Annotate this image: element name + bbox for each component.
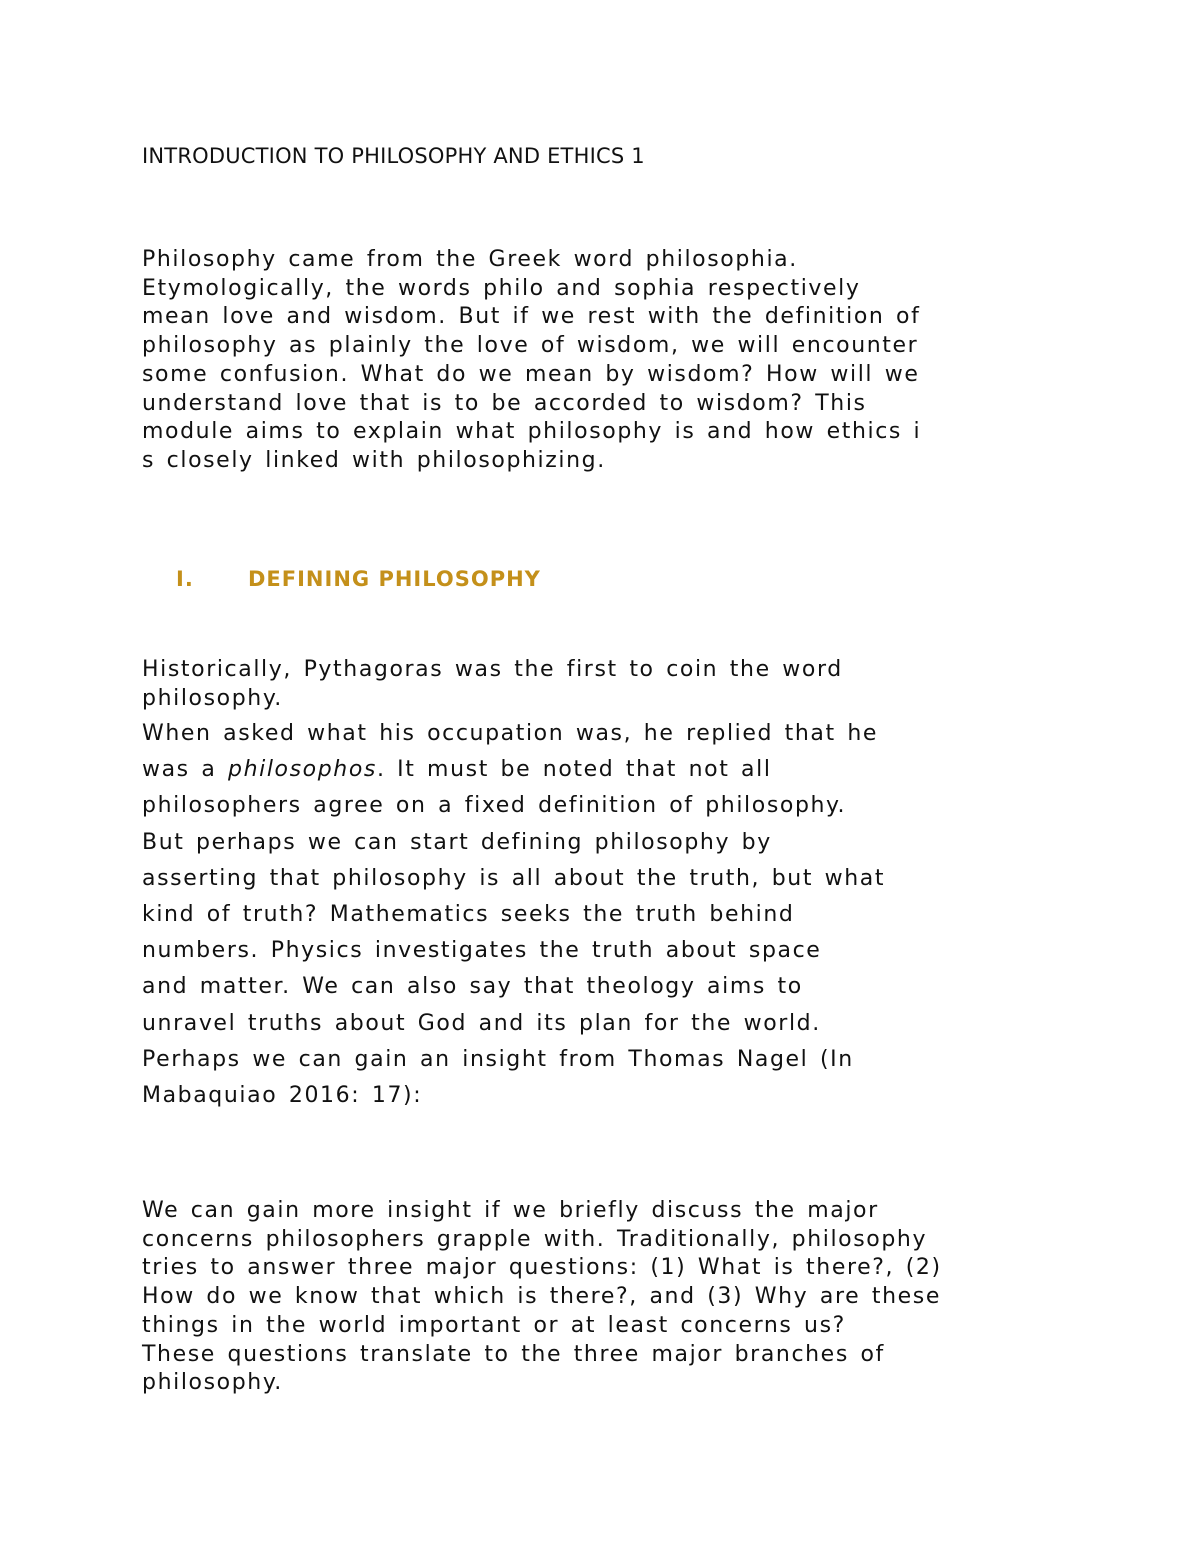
intro-paragraph xyxy=(142,246,921,476)
section-number: I. xyxy=(176,567,194,591)
history-line: numbers. Physics investigates the truth about space xyxy=(142,938,822,964)
history-line: philosophers agree on a fixed definition of philosophy. xyxy=(142,793,847,819)
history-line: asserting that philosophy is all about the truth, but what xyxy=(142,865,886,891)
history-line: and matter. We can also say that theology aims to xyxy=(142,974,803,1000)
intro-line: Etymologically, the words philo and sophia respectively xyxy=(142,275,861,301)
section-heading xyxy=(176,567,541,591)
concerns-line: We can gain more insight if we briefly discuss the major xyxy=(142,1198,879,1223)
section-title: DEFINING PHILOSOPHY xyxy=(248,567,541,591)
history-line: But perhaps we can start defining philosophy by xyxy=(142,829,772,855)
intro-line: mean love and wisdom. But if we rest with the definition of xyxy=(142,304,921,330)
concerns-line: How do we know that which is there?, and (3) Why are these xyxy=(142,1284,941,1310)
intro-line: s closely linked with philosophizing. xyxy=(142,447,606,473)
concerns-line: things in the world important or at least concerns us? xyxy=(142,1312,846,1338)
history-line: Mabaquiao 2016: 17): xyxy=(142,1083,423,1109)
history-line: Historically, Pythagoras was the first to coin the word xyxy=(142,657,843,682)
intro-line: understand love that is to be accorded to wisdom? This xyxy=(142,390,867,416)
history-line: When asked what his occupation was, he replied that he xyxy=(142,721,879,746)
intro-line: Philosophy came from the Greek word philosophia. xyxy=(142,247,798,272)
history-line: unravel truths about God and its plan for the world. xyxy=(142,1010,821,1036)
intro-line: philosophy as plainly the love of wisdom, we will encounter xyxy=(142,333,919,359)
document-title: INTRODUCTION TO PHILOSOPHY AND ETHICS 1 xyxy=(142,144,645,168)
concerns-line: tries to answer three major questions: (1) What is there?, (2) xyxy=(142,1255,942,1281)
intro-line: module aims to explain what philosophy is and how ethics i xyxy=(142,419,922,445)
history-paragraph-top xyxy=(142,656,843,713)
history-line-philosophos xyxy=(142,752,885,788)
history-line-prefix: was a xyxy=(142,757,229,783)
concerns-paragraph xyxy=(142,1197,942,1398)
philosophos-term: philosophos xyxy=(228,757,377,783)
history-line: Perhaps we can gain an insight from Thomas Nagel (In xyxy=(142,1046,854,1072)
history-paragraph xyxy=(142,716,885,1114)
concerns-line: These questions translate to the three major branches of xyxy=(142,1341,885,1367)
history-line: philosophy. xyxy=(142,685,283,711)
history-line-suffix: . It must be noted that not all xyxy=(376,757,772,783)
history-line: kind of truth? Mathematics seeks the truth behind xyxy=(142,902,795,928)
intro-line: some confusion. What do we mean by wisdom? How will we xyxy=(142,361,920,387)
concerns-line: philosophy. xyxy=(142,1370,283,1396)
concerns-line: concerns philosophers grapple with. Traditionally, philosophy xyxy=(142,1226,928,1252)
